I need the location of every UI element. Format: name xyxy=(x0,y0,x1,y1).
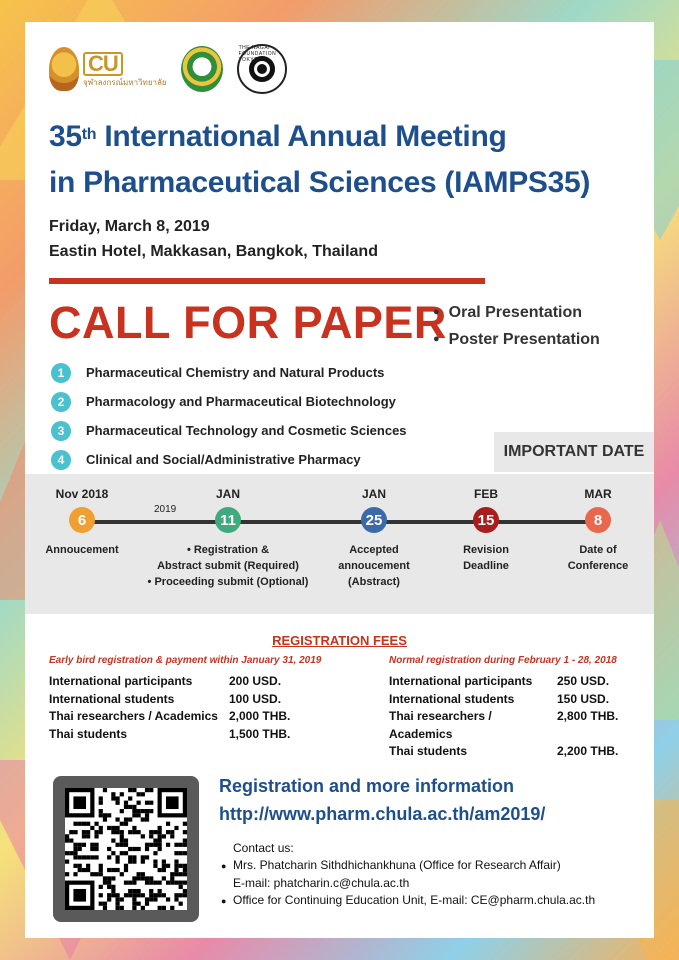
divider-bar xyxy=(49,278,485,284)
title-line2: in Pharmaceutical Sciences (IAMPS35) xyxy=(49,166,591,199)
topic-number: 2 xyxy=(51,392,71,412)
fee-row xyxy=(49,708,321,726)
fee-row xyxy=(389,708,618,743)
milestone-desc-line: (Abstract) xyxy=(348,576,400,588)
topic-item xyxy=(51,387,407,416)
fee-value: 2,200 THB. xyxy=(557,744,619,758)
topic-label: Clinical and Social/Administrative Pharmacy xyxy=(86,452,361,467)
fee-label: International students xyxy=(389,691,515,706)
timeline-line xyxy=(82,520,602,524)
milestone-desc-line: Accepted xyxy=(349,544,399,556)
event-title xyxy=(49,114,590,206)
fee-value: 1,500 THB. xyxy=(229,726,291,741)
topic-label: Pharmaceutical Technology and Cosmetic Sciences xyxy=(86,423,407,438)
fee-label: Thai students xyxy=(389,744,468,758)
milestone-node: 25 xyxy=(361,507,387,533)
topic-number: 1 xyxy=(51,363,71,383)
contact-label: Contact us: xyxy=(233,841,294,855)
contact-email-link[interactable]: E-mail: phatcharin.c@chula.ac.th xyxy=(233,876,410,890)
chula-logo xyxy=(49,47,167,91)
early-bird-fees xyxy=(49,655,321,743)
early-bird-subtitle: Early bird registration & payment within January 31, 2019 xyxy=(49,655,322,666)
fee-label: International participants xyxy=(389,674,533,688)
milestone-desc xyxy=(338,542,410,590)
milestone-desc-line: • Registration & xyxy=(186,544,270,556)
fee-label: Thai researchers / Academics xyxy=(49,709,218,723)
milestone-desc-line: Annoucement xyxy=(45,544,119,556)
logo-bar xyxy=(49,44,287,94)
fee-value: 250 USD. xyxy=(557,674,610,688)
nagai-foundation-logo xyxy=(237,44,287,94)
contact-person: Mrs. Phatcharin Sithdhichankhuna (Office for Research Affair) xyxy=(233,858,561,872)
timeline-year-label: 2019 xyxy=(154,504,177,515)
fee-value: 2,800 THB. xyxy=(557,709,619,723)
topic-item xyxy=(51,445,407,474)
milestone-desc-line: Deadline xyxy=(463,560,509,572)
milestone-head: FEB xyxy=(474,487,498,501)
milestone-desc-line: annoucement xyxy=(338,560,410,572)
chula-crest-icon xyxy=(49,47,79,91)
milestone-desc-line: Conference xyxy=(567,560,629,572)
presentation-types xyxy=(433,300,600,354)
topic-list xyxy=(51,358,407,474)
topic-label: Pharmaceutical Chemistry and Natural Products xyxy=(86,365,385,380)
contact-office[interactable]: Office for Continuing Education Unit, E-mail: CE@pharm.chula.ac.th xyxy=(233,893,596,907)
milestone-desc xyxy=(148,542,309,590)
milestone-node: 6 xyxy=(69,507,95,533)
poster-card xyxy=(25,22,654,938)
topic-number: 3 xyxy=(51,421,71,441)
registration-info-heading: Registration and more information xyxy=(219,776,515,796)
title-line1: International Annual Meeting xyxy=(96,120,507,153)
contact-section xyxy=(221,840,595,910)
topic-item xyxy=(51,416,407,445)
qr-code-icon[interactable] xyxy=(53,776,199,922)
contact-item xyxy=(221,857,595,875)
milestone-node: 15 xyxy=(473,507,499,533)
fee-label: International participants xyxy=(49,674,193,688)
fee-row xyxy=(389,743,618,761)
milestone-desc-line: Revision xyxy=(463,544,509,556)
registration-info xyxy=(219,772,545,828)
nagai-text: THE NAGAI FOUNDATION TOKYO xyxy=(238,45,277,63)
important-date-tab: IMPORTANT DATE xyxy=(494,432,654,472)
normal-subtitle: Normal registration during February 1 - 28, 2018 xyxy=(389,655,617,666)
fee-value: 200 USD. xyxy=(229,674,282,688)
milestone-desc-line: Date of xyxy=(579,544,617,556)
qr-code-pattern xyxy=(65,788,187,910)
milestone-head: MAR xyxy=(584,487,612,501)
topic-label: Pharmacology and Pharmaceutical Biotechnology xyxy=(86,394,396,409)
cu-mark: CU xyxy=(83,52,123,76)
fee-row xyxy=(389,673,618,691)
fee-row xyxy=(49,726,321,744)
presentation-poster: ● Poster Presentation xyxy=(433,327,600,354)
milestone-desc-line: Abstract submit (Required) xyxy=(157,560,299,572)
milestone-node: 11 xyxy=(215,507,241,533)
milestone-head: JAN xyxy=(361,487,387,501)
fee-label: Thai students xyxy=(49,726,128,741)
milestone-head: Nov 2018 xyxy=(55,487,109,501)
fee-value: 2,000 THB. xyxy=(229,709,291,723)
fee-row xyxy=(389,691,618,709)
registration-fees-title: REGISTRATION FEES xyxy=(272,633,407,648)
timeline xyxy=(25,474,654,614)
event-date: Friday, March 8, 2019 xyxy=(49,218,210,235)
registration-url-link[interactable]: http://www.pharm.chula.ac.th/am2019/ xyxy=(219,804,546,824)
fee-value: 150 USD. xyxy=(557,691,610,706)
caduceus-icon xyxy=(181,46,223,92)
edition-number: 35 xyxy=(49,120,82,153)
fee-row xyxy=(49,673,321,691)
pharmacy-faculty-logo xyxy=(181,46,223,92)
fee-row xyxy=(49,691,321,709)
event-info xyxy=(49,214,378,264)
milestone-desc xyxy=(463,542,509,574)
milestone-desc xyxy=(45,542,118,558)
milestone-head: JAN xyxy=(215,487,241,501)
presentation-oral: ● Oral Presentation xyxy=(433,300,600,327)
cu-text: จุฬาลงกรณ์มหาวิทยาลัย xyxy=(83,77,167,87)
milestone-desc xyxy=(568,542,629,574)
topic-item xyxy=(51,358,407,387)
fee-label: International students xyxy=(49,691,175,706)
fee-label: Thai researchers / Academics xyxy=(389,709,492,741)
milestone-desc-line: • Proceeding submit (Optional) xyxy=(147,576,309,588)
topic-number: 4 xyxy=(51,450,71,470)
bullet-icon: ● xyxy=(221,896,227,906)
fee-value: 100 USD. xyxy=(229,691,282,706)
event-venue: Eastin Hotel, Makkasan, Bangkok, Thailand xyxy=(49,243,378,260)
bullet-icon: ● xyxy=(221,861,227,871)
normal-fees xyxy=(389,655,618,761)
call-for-paper-heading: CALL FOR PAPER xyxy=(49,297,447,348)
edition-suffix: th xyxy=(81,126,97,143)
contact-item xyxy=(221,892,595,910)
milestone-node: 8 xyxy=(585,507,611,533)
